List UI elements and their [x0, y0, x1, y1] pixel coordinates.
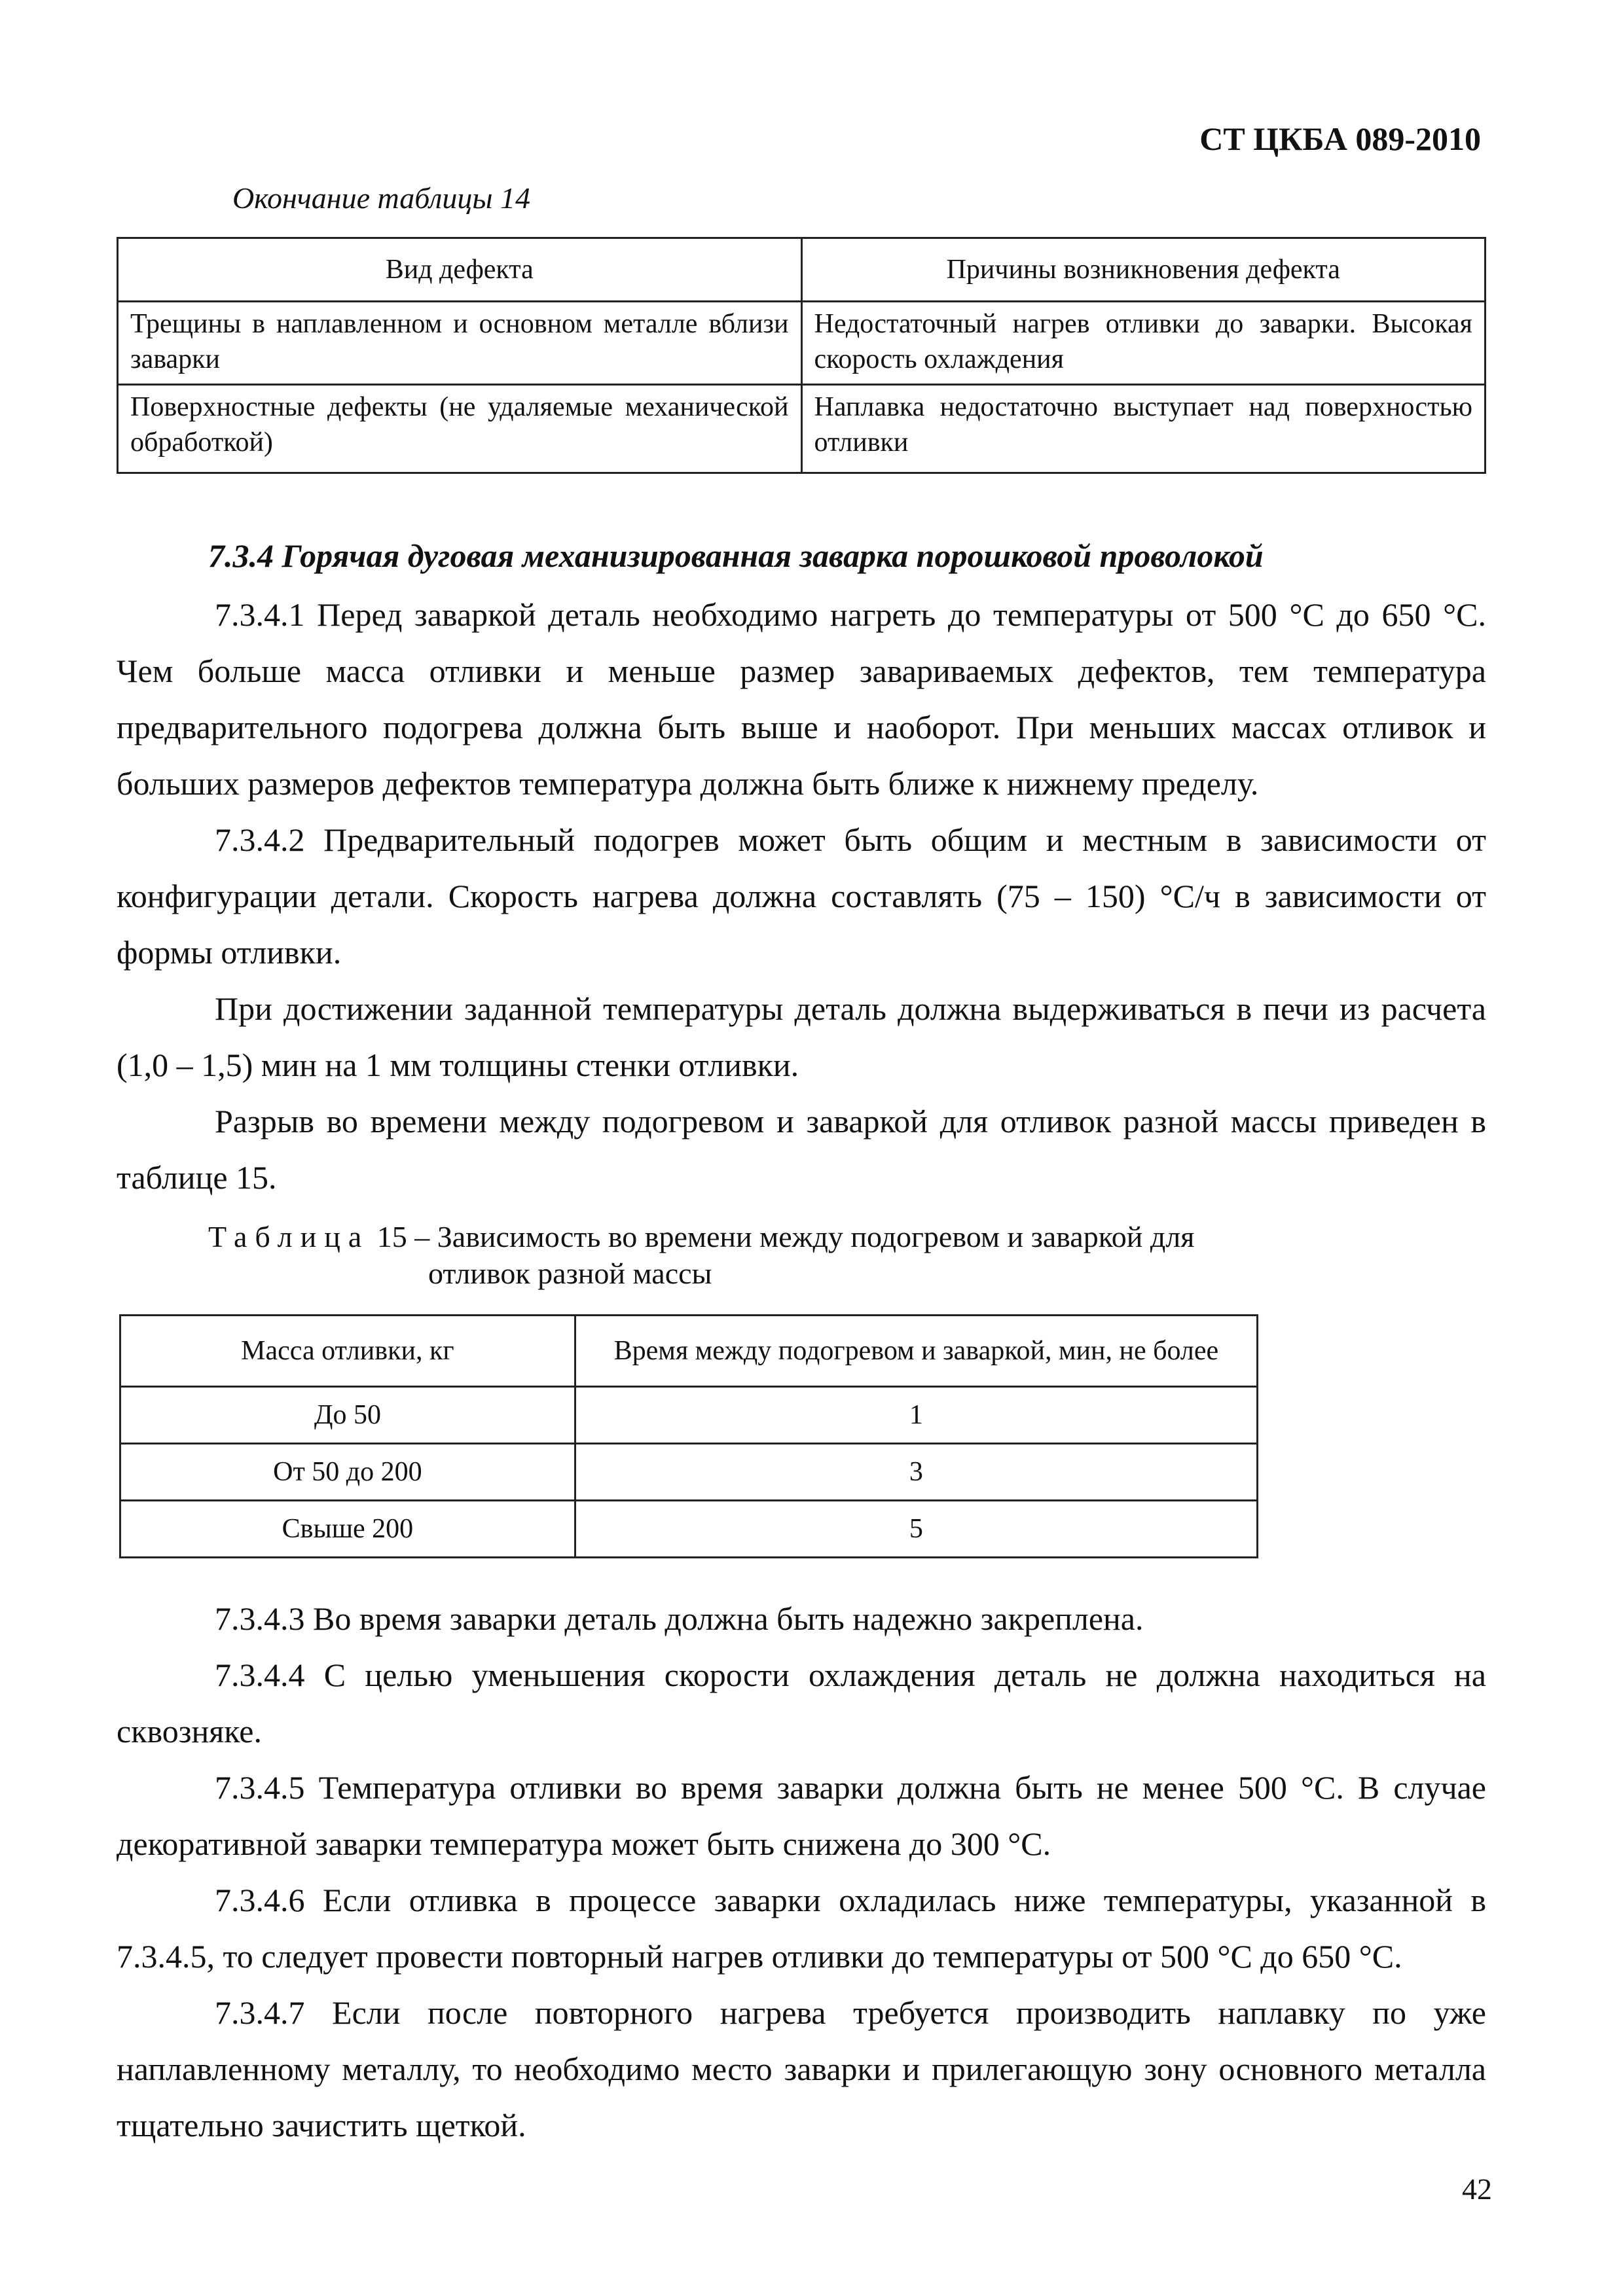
- paragraph: 7.3.4.2 Предварительный подогрев может быть общим и местным в зависимости от конфигурации детали. Скорость нагрева должна составлять (75 – 150) °С/ч в зависимости от формы отливки.: [117, 821, 1486, 971]
- table-cell: Недостаточный нагрев отливки до заварки. Высокая скорость охлаждения: [801, 302, 1486, 385]
- heating-time-table: [119, 1314, 1258, 1558]
- table-cell: Наплавка недостаточно выступает над поверхностью отливки: [801, 385, 1486, 473]
- paragraph: Разрыв во времени между подогревом и заваркой для отливок разной массы приведен в таблице 15.: [117, 1103, 1486, 1196]
- column-header: Масса отливки, кг: [120, 1316, 575, 1387]
- table-cell: Трещины в наплавленном и основном металле вблизи заварки: [118, 302, 802, 385]
- table-cell: 1: [575, 1387, 1257, 1444]
- table-caption: [208, 1219, 1194, 1292]
- table-row: [120, 1501, 1258, 1558]
- table-row: [118, 302, 1486, 385]
- section-heading: 7.3.4 Горячая дуговая механизированная заварка порошковой проволокой: [208, 537, 1264, 574]
- column-header: Время между подогревом и заваркой, мин, не более: [575, 1316, 1257, 1387]
- column-header: Вид дефекта: [118, 238, 802, 302]
- paragraph: 7.3.4.6 Если отливка в процессе заварки охладилась ниже температуры, указанной в 7.3.4.5, то следует провести повторный нагрев отливки до температуры от 500 °С до 650 °С.: [117, 1882, 1486, 1975]
- table-label: Таблица: [208, 1220, 370, 1253]
- table-caption-line2: отливок разной массы: [428, 1257, 712, 1290]
- table-cell: Свыше 200: [120, 1501, 575, 1558]
- table-row: [120, 1387, 1258, 1444]
- table-header-row: [118, 238, 1486, 302]
- page-number: 42: [1462, 2172, 1492, 2206]
- column-header: Причины возникновения дефекта: [801, 238, 1486, 302]
- table-cell: 5: [575, 1501, 1257, 1558]
- table-cell: От 50 до 200: [120, 1444, 575, 1501]
- paragraph: При достижении заданной температуры деталь должна выдерживаться в печи из расчета (1,0 – 1,5) мин на 1 мм толщины стенки отливки.: [117, 990, 1486, 1083]
- table-cell: До 50: [120, 1387, 575, 1444]
- paragraph: 7.3.4.4 С целью уменьшения скорости охлаждения деталь не должна находиться на сквозняке.: [117, 1657, 1486, 1749]
- table-header-row: [120, 1316, 1258, 1387]
- table-continuation-caption: Окончание таблицы 14: [232, 181, 530, 215]
- paragraph: 7.3.4.5 Температура отливки во время заварки должна быть не менее 500 °С. В случае декоративной заварки температура может быть снижена до 300 °С.: [117, 1769, 1486, 1862]
- table-caption-line1: 15 – Зависимость во времени между подогревом и заваркой для: [376, 1220, 1195, 1253]
- table-cell: 3: [575, 1444, 1257, 1501]
- table-row: [120, 1444, 1258, 1501]
- paragraph: 7.3.4.1 Перед заваркой деталь необходимо нагреть до температуры от 500 °С до 650 °С. Чем больше масса отливки и меньше размер завариваемых дефектов, тем температура предварительного подогрева должна быть выше и наоборот. При меньших массах отливок и больших размеров дефектов температура должна быть ближе к нижнему пределу.: [117, 596, 1486, 802]
- table-cell: Поверхностные дефекты (не удаляемые механической обработкой): [118, 385, 802, 473]
- document-code: СТ ЦКБА 089-2010: [1199, 120, 1481, 157]
- paragraph: 7.3.4.7 Если после повторного нагрева требуется производить наплавку по уже наплавленному металлу, то необходимо место заварки и прилегающую зону основного металла тщательно зачистить щеткой.: [117, 1994, 1486, 2144]
- defects-table: [117, 237, 1486, 474]
- paragraph: 7.3.4.3 Во время заварки деталь должна быть надежно закреплена.: [215, 1600, 1144, 1637]
- table-row: [118, 385, 1486, 473]
